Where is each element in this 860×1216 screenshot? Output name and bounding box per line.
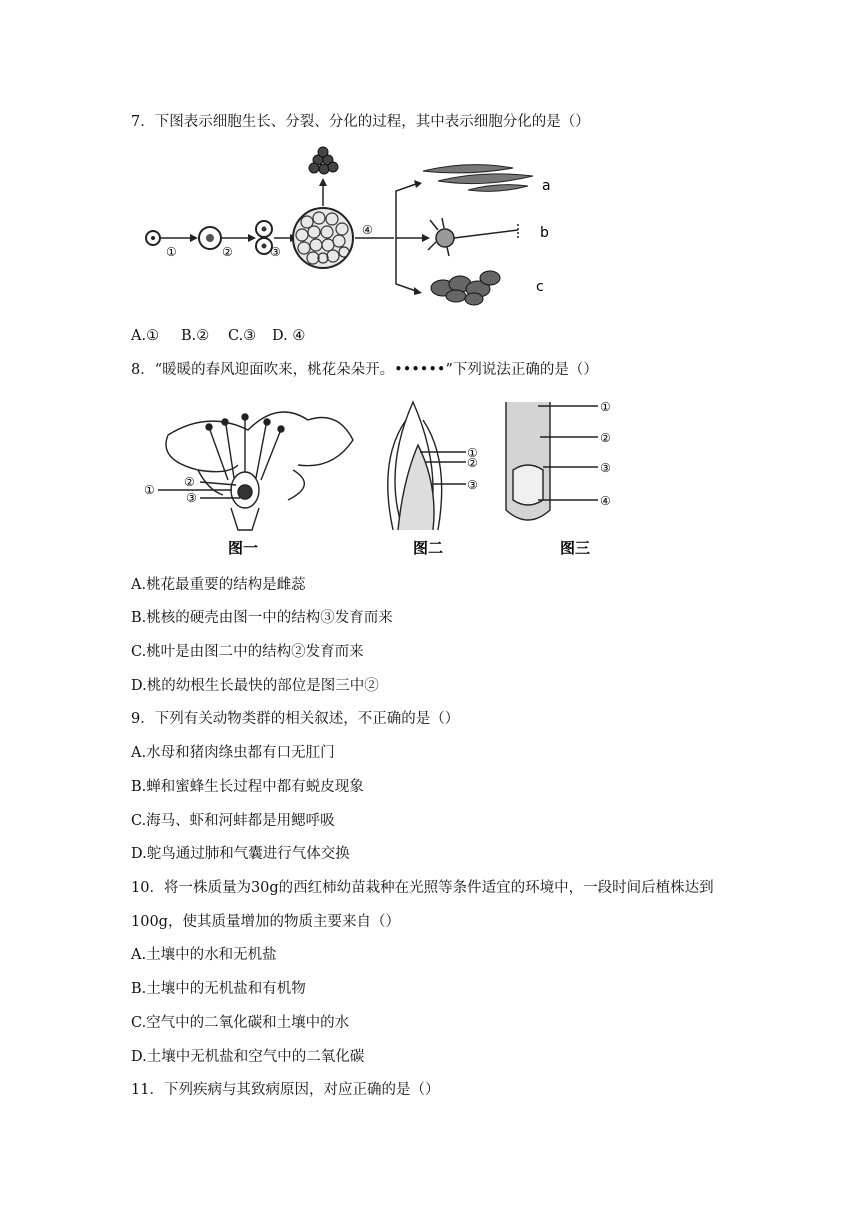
q8-stem: 8．“暖暖的春风迎面吹来，桃花朵朵开。••••••”下列说法正确的是（） — [131, 362, 598, 378]
q7-option-a[interactable]: A.① — [131, 328, 160, 344]
q7-option-c[interactable]: C.③ — [228, 328, 257, 344]
q9-option-a[interactable]: A.水母和猪肉绦虫都有口无肛门 — [131, 745, 335, 761]
q10-option-b[interactable]: B.土壤中的无机盐和有机物 — [131, 981, 306, 997]
q7-step-2: ② — [222, 245, 233, 259]
fig1-label-1: ① — [144, 483, 155, 497]
flower-diagram — [158, 412, 353, 530]
q9-stem: 9．下列有关动物类群的相关叙述，不正确的是（） — [131, 711, 460, 727]
q7-step-4: ④ — [362, 223, 373, 237]
q7-branch-a: a — [542, 178, 551, 194]
fig3-label-2: ② — [600, 431, 611, 445]
q10-option-a[interactable]: A.土壤中的水和无机盐 — [131, 947, 277, 963]
fig2-caption: 图二 — [413, 539, 444, 557]
fig3-label-3: ③ — [600, 461, 611, 475]
q10-stem-line2: 100g，使其质量增加的物质主要来自（） — [131, 914, 400, 930]
q7-cell-process-figure — [138, 146, 568, 316]
q10-stem-line1: 10．将一株质量为30g的西红柿幼苗栽种在光照等条件适宜的环境中，一段时间后植株达到 — [131, 880, 714, 896]
q11-stem: 11．下列疾病与其致病原因，对应正确的是（） — [131, 1082, 440, 1098]
fig3-label-4: ④ — [600, 494, 611, 508]
epithelial-cells — [431, 271, 500, 305]
q8-peach-figures — [128, 390, 668, 560]
muscle-cells — [423, 165, 533, 192]
q10-option-d[interactable]: D.土壤中无机盐和空气中的二氧化碳 — [131, 1049, 365, 1065]
fig3-label-1: ① — [600, 400, 611, 414]
q7-option-d[interactable]: D. ④ — [272, 328, 306, 344]
q7-step-1: ① — [166, 245, 177, 259]
q9-option-b[interactable]: B.蝉和蜜蜂生长过程中都有蜕皮现象 — [131, 779, 364, 795]
bud-diagram — [388, 402, 466, 530]
fig2-label-2: ② — [467, 456, 478, 470]
fig2-label-1: ① — [467, 446, 478, 460]
cell-cluster-top — [309, 147, 338, 174]
root-tip-diagram — [506, 402, 598, 520]
fig3-caption: 图三 — [560, 539, 591, 557]
fig1-caption: 图一 — [228, 539, 259, 557]
fig1-label-3: ③ — [186, 491, 197, 505]
q7-branch-b: b — [540, 225, 549, 241]
q9-option-c[interactable]: C.海马、虾和河蚌都是用鳃呼吸 — [131, 813, 335, 829]
q8-option-b[interactable]: B.桃核的硬壳由图一中的结构③发育而来 — [131, 610, 393, 626]
q7-branch-c: c — [536, 279, 544, 295]
cell-mass — [293, 208, 353, 268]
q7-option-b[interactable]: B.② — [181, 328, 210, 344]
q7-step-3: ③ — [270, 245, 281, 259]
fig1-label-2: ② — [184, 475, 195, 489]
neuron — [428, 218, 518, 256]
q10-option-c[interactable]: C.空气中的二氧化碳和土壤中的水 — [131, 1015, 350, 1031]
q8-option-a[interactable]: A.桃花最重要的结构是雌蕊 — [131, 577, 306, 593]
fig2-label-3: ③ — [467, 478, 478, 492]
q8-option-c[interactable]: C.桃叶是由图二中的结构②发育而来 — [131, 644, 364, 660]
q7-stem: 7．下图表示细胞生长、分裂、分化的过程，其中表示细胞分化的是（） — [131, 114, 590, 130]
q9-option-d[interactable]: D.鸵鸟通过肺和气囊进行气体交换 — [131, 846, 350, 862]
q8-option-d[interactable]: D.桃的幼根生长最快的部位是图三中② — [131, 678, 379, 694]
